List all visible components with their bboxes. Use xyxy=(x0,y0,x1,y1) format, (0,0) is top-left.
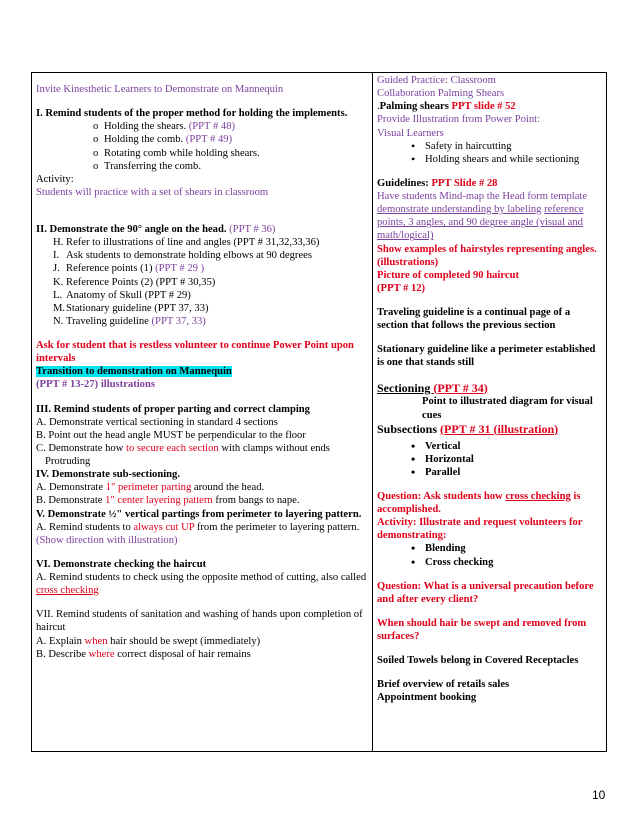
lesson-table xyxy=(31,72,607,752)
left-column xyxy=(32,73,373,751)
guided-collab: Collaboration Palming Shears xyxy=(377,88,505,100)
section-3-b: B. Point out the head angle MUST be perpendicular to the floor xyxy=(36,429,306,441)
intro-line: Invite Kinesthetic Learners to Demonstrate on Mannequin xyxy=(36,84,284,95)
bullet-item: • Holding shears and while sectioning xyxy=(377,153,602,166)
section-3-a: A. Demonstrate vertical sectioning in standard 4 sections xyxy=(36,416,278,428)
palming-line: .Palming shears PPT slide # 52 xyxy=(377,101,516,113)
appointment-booking: Appointment booking xyxy=(377,692,477,704)
section-7-title: VII. Remind students of sanitation and washing of hands upon completion of haircut xyxy=(36,609,363,634)
activity-text: Students will practice with a set of shears in classroom xyxy=(36,186,269,198)
guided-practice: Guided Practice: Classroom xyxy=(377,75,496,86)
section-4-title: IV. Demonstrate sub-sectioning. xyxy=(36,469,180,481)
section-2-title: II. Demonstrate the 90° angle on the head. (PPT # 36) xyxy=(36,224,276,235)
list-item: N. Traveling guideline (PPT 37, 33) xyxy=(53,315,206,327)
visual-bullets xyxy=(377,140,602,166)
right-column xyxy=(373,73,606,751)
soiled-towels: Soiled Towels belong in Covered Receptacles xyxy=(377,655,579,667)
retail-overview: Brief overview of retails sales xyxy=(377,679,510,691)
list-item: L. Anatomy of Skull (PPT # 29) xyxy=(53,289,191,301)
sectioning-line: Sectioning (PPT # 34) xyxy=(377,380,488,395)
bullet-item: • Safety in haircutting xyxy=(377,140,602,153)
section-3-title: III. Remind students of proper parting and correct clamping xyxy=(36,403,310,415)
list-item: o Rotating comb while holding shears. xyxy=(36,147,368,160)
list-item: o Transferring the comb. xyxy=(36,160,368,173)
picture-line: Picture of completed 90 haircut xyxy=(377,269,520,281)
section-7-b: B. Describe where correct disposal of hair remains xyxy=(36,648,251,660)
list-item: o Holding the shears. (PPT # 48) xyxy=(36,120,368,133)
section-5-a: A. Remind students to always cut UP from the perimeter to layering pattern. (Show direction with illustration) xyxy=(36,521,360,546)
page-number: 10 xyxy=(592,788,606,802)
point-diagram: Point to illustrated diagram for visual cues xyxy=(422,396,593,421)
section-4-a: A. Demonstrate 1" perimeter parting around the head. xyxy=(36,482,265,494)
provide-line: Provide Illustration from Power Point: xyxy=(377,114,541,126)
list-item: H. Refer to illustrations of line and angles (PPT # 31,32,33,36) xyxy=(53,237,320,249)
bullet-item: • Horizontal xyxy=(377,453,602,466)
section-7-a: A. Explain when hair should be swept (immediately) xyxy=(36,635,261,647)
list-item: o Holding the comb. (PPT # 49) xyxy=(36,133,368,146)
bullet-item: • Cross checking xyxy=(377,556,602,569)
bullet-item: • Parallel xyxy=(377,466,602,479)
section-5-title: V. Demonstrate ½" vertical partings from perimeter to layering pattern. xyxy=(36,508,362,520)
traveling-guideline: Traveling guideline is a continual page of a section that follows the previous section xyxy=(377,307,571,332)
bullet-item: • Blending xyxy=(377,542,602,555)
transition-ref: (PPT # 13-27) illustrations xyxy=(36,379,155,391)
picture-ref: (PPT # 12) xyxy=(377,282,426,294)
transition-line: Transition to demonstration on Mannequin xyxy=(36,366,232,378)
activity-bullets xyxy=(377,542,602,568)
question-cross-check: Question: Ask students how cross checking is accomplished. xyxy=(377,490,581,515)
list-item: I. Ask students to demonstrate holding elbows at 90 degrees xyxy=(53,250,312,262)
mindmap-text: Have students Mind-map the Head form template demonstrate understanding by labeling reference points, 3 angles, and 90 degree angle (visual and math/logical) xyxy=(377,191,588,242)
subsection-bullets xyxy=(377,440,602,479)
section-3-c: C. Demonstrate how to secure each section with clamps without ends Protruding xyxy=(36,442,330,467)
section-2-list xyxy=(36,236,368,328)
stationary-guideline: Stationary guideline like a perimeter established is one that stands still xyxy=(377,344,596,369)
question-swept: When should hair be swept and removed from surfaces? xyxy=(377,617,587,642)
question-precaution: Question: What is a universal precaution before and after every client? xyxy=(377,580,594,605)
list-item: J. Reference points (1) (PPT # 29 ) xyxy=(53,263,205,275)
visual-learners: Visual Learners xyxy=(377,127,444,139)
subsections-line: Subsections (PPT # 31 (illustration) xyxy=(377,421,559,436)
show-examples: Show examples of hairstyles representing angles. (illustrations) xyxy=(377,243,597,268)
ask-volunteer: Ask for student that is restless volunteer to continue Power Point upon intervals xyxy=(36,340,354,365)
guidelines-line: Guidelines: PPT Slide # 28 xyxy=(377,177,498,189)
section-6-a: A. Remind students to check using the opposite method of cutting, also called cross checking xyxy=(36,572,367,597)
activity-label: Activity: xyxy=(36,173,74,185)
section-6-title: VI. Demonstrate checking the haircut xyxy=(36,558,207,570)
bullet-item: • Vertical xyxy=(377,440,602,453)
activity-volunteers: Activity: Illustrate and request volunteers for demonstrating: xyxy=(377,517,583,542)
section-4-b: B. Demonstrate 1" center layering pattern from bangs to nape. xyxy=(36,495,300,507)
list-item: M.Stationary guideline (PPT 37, 33) xyxy=(53,302,209,314)
list-item: K. Reference Points (2) (PPT # 30,35) xyxy=(53,276,216,288)
section-1-title: I. Remind students of the proper method for holding the implements. xyxy=(36,108,348,120)
section-1-list xyxy=(36,120,368,173)
